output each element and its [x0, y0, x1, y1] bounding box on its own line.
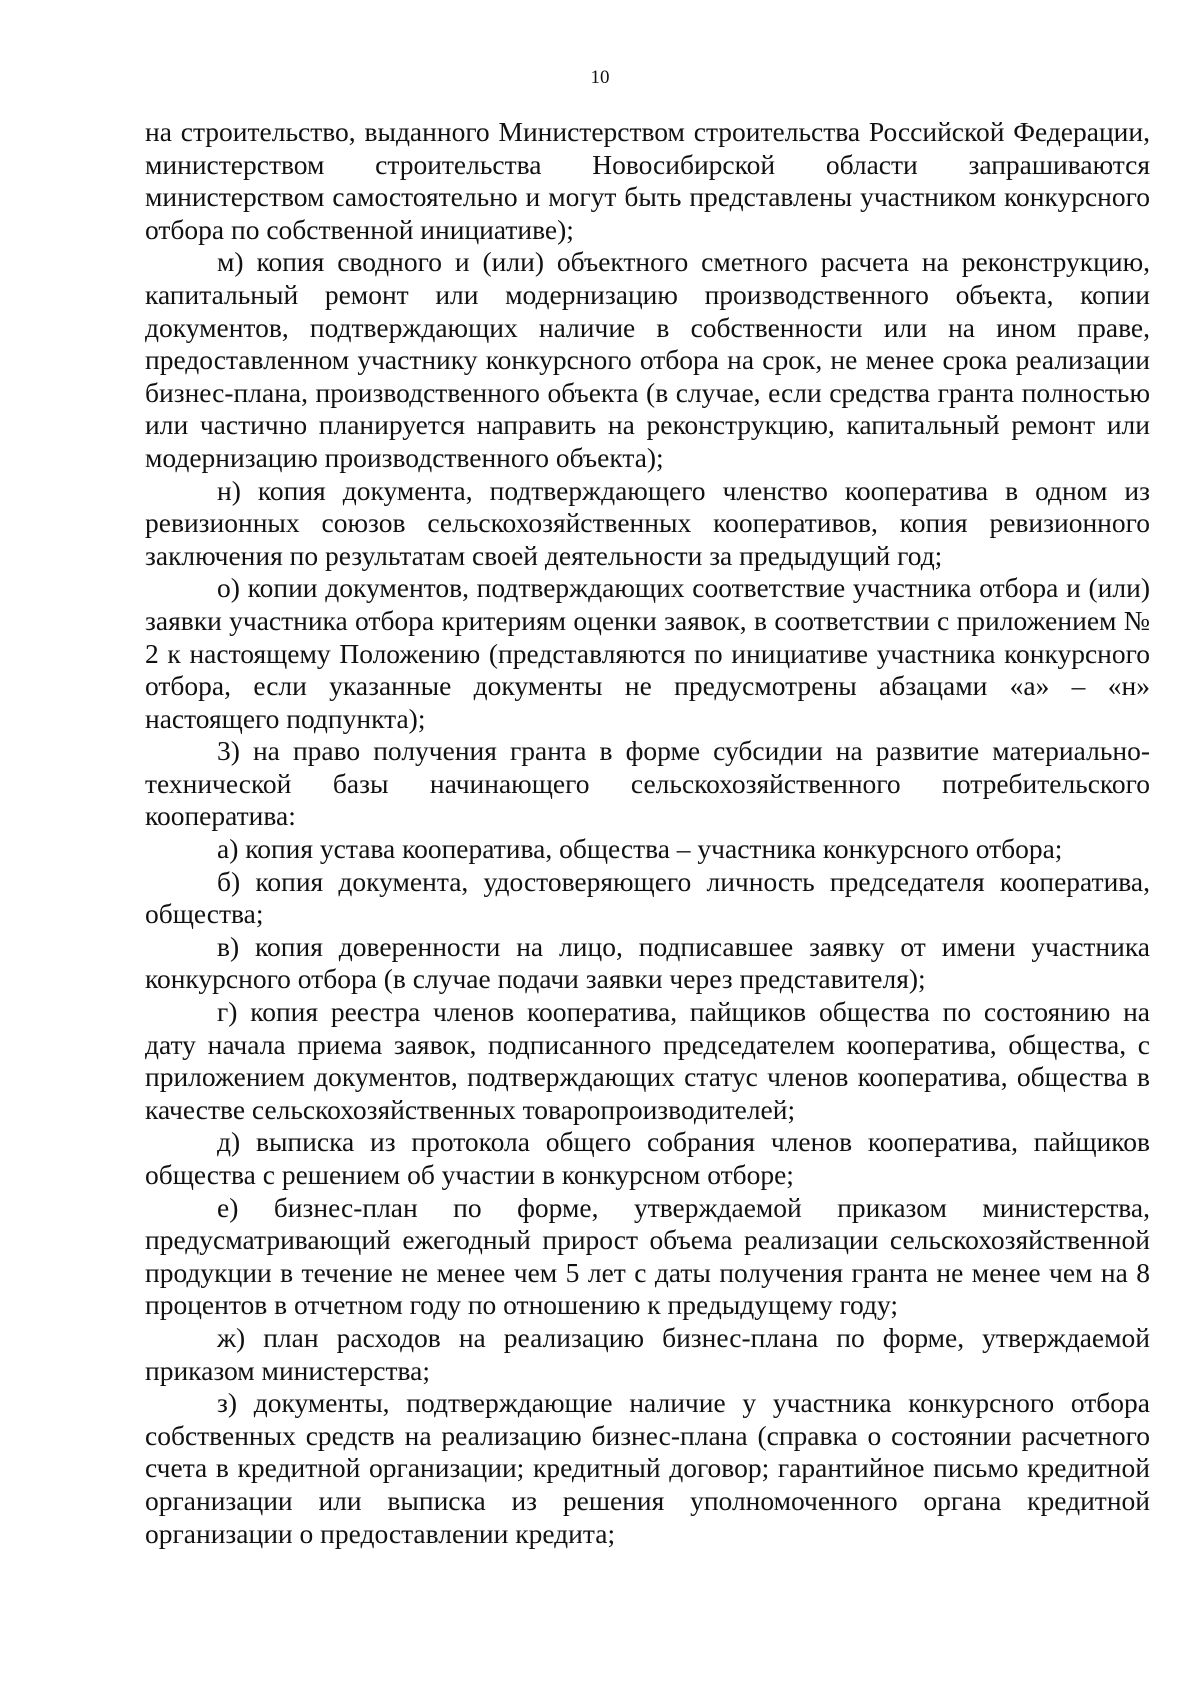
document-body [145, 116, 1150, 1550]
paragraph-item-z: з) документы, подтверждающие наличие у участника конкурсного отбора собственных средств на реализацию бизнес-плана (справка о состоянии расчетного счета в кредитной организации; кредитный договор; гарантийное письмо кредитной организации или выписка из решения уполномоченного органа кредитной организации о предоставлении кредита; [145, 1387, 1150, 1549]
paragraph-item-d: д) выписка из протокола общего собрания членов кооператива, пайщиков общества с решением об участии в конкурсном отборе; [145, 1126, 1150, 1190]
paragraph-item-b: б) копия документа, удостоверяющего личность председателя кооператива, общества; [145, 865, 1150, 930]
paragraph-item-n: н) копия документа, подтверждающего членство кооператива в одном из ревизионных союзов сельскохозяйственных кооперативов, копия ревизионного заключения по результатам своей деятельности за предыдущий год; [145, 474, 1150, 571]
paragraph-item-e: е) бизнес-план по форме, утверждаемой приказом министерства, предусматривающий ежегодный прирост объема реализации сельскохозяйственной продукции в течение не менее чем 5 лет с даты получения гранта не менее чем на 8 процентов в отчетном году по отношению к предыдущему году; [145, 1191, 1150, 1321]
paragraph-item-o: о) копии документов, подтверждающих соответствие участника отбора и (или) заявки участника отбора критериям оценки заявок, в соответствии с приложением № 2 к настоящему Положению (представляются по инициативе участника конкурсного отбора, если указанные документы не предусмотрены абзацами «а» – «н» настоящего подпункта); [145, 572, 1150, 734]
paragraph-item-m: м) копия сводного и (или) объектного сметного расчета на реконструкцию, капитальный ремонт или модернизацию производственного объекта, копии документов, подтверждающих наличие в собственности или на ином праве, предоставленном участнику конкурсного отбора на срок, не менее срока реализации бизнес-плана, производственного объекта (в случае, если средства гранта полностью или частично планируется направить на реконструкцию, капитальный ремонт или модернизацию производственного объекта); [145, 246, 1150, 473]
paragraph-item-g: г) копия реестра членов кооператива, пайщиков общества по состоянию на дату начала приема заявок, подписанного председателем кооператива, общества, с приложением документов, подтверждающих статус членов кооператива, общества в качестве сельскохозяйственных товаропроизводителей; [145, 996, 1150, 1125]
paragraph-item-v: в) копия доверенности на лицо, подписавшее заявку от имени участника конкурсного отбора (в случае подачи заявки через представителя); [145, 930, 1150, 995]
page-number: 10 [590, 67, 610, 88]
paragraph-continuation: на строительство, выданного Министерством строительства Российской Федерации, министерством строительства Новосибирской области запрашиваются министерством самостоятельно и могут быть представлены участником конкурсного отбора по собственной инициативе); [145, 116, 1150, 245]
paragraph-subpoint-3: 3) на право получения гранта в форме субсидии на развитие материально-технической базы начинающего сельскохозяйственного потребительского кооператива: [145, 735, 1150, 832]
paragraph-item-a: а) копия устава кооператива, общества – участника конкурсного отбора; [217, 833, 1063, 865]
paragraph-item-zh: ж) план расходов на реализацию бизнес-плана по форме, утверждаемой приказом министерства; [145, 1321, 1150, 1386]
